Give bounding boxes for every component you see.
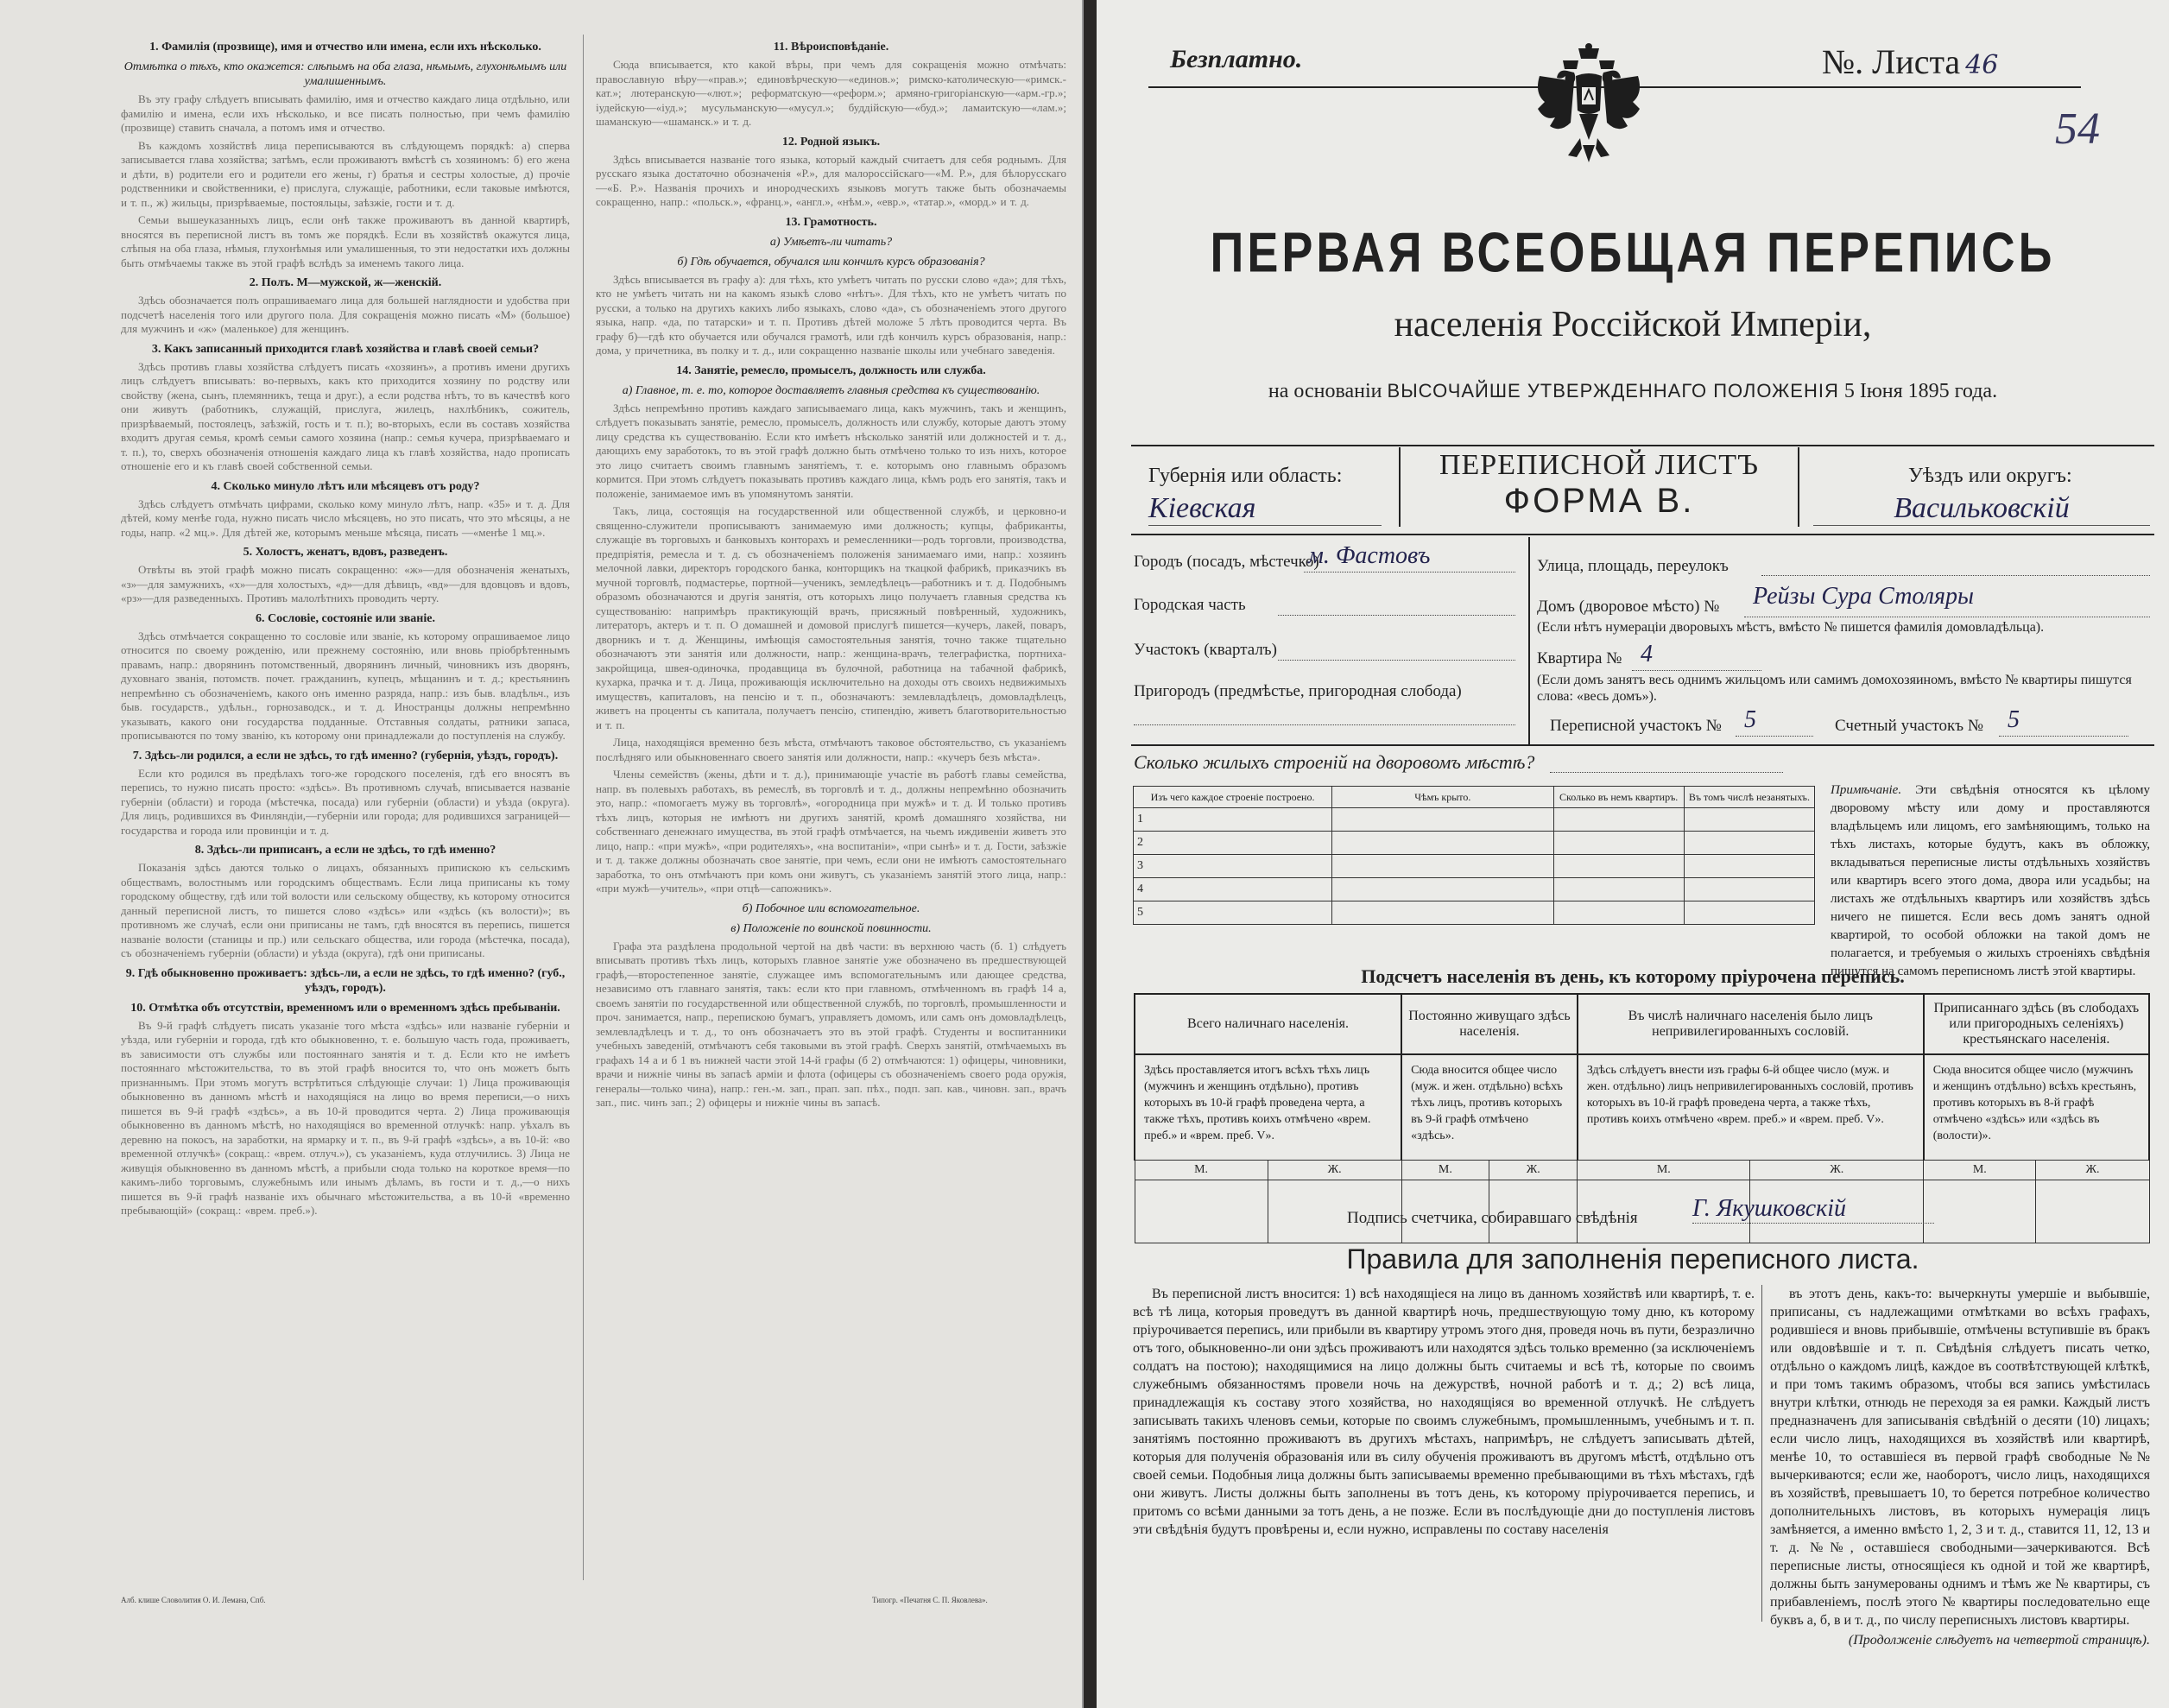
sheet-number-label: №. Листа: [1822, 42, 1961, 81]
instruction-text: Если кто родился въ предѣлахъ того-же городского поселенія, гдѣ его вносятъ въ перепись, то нужно писать просто: «здѣсь». Въ противномъ случаѣ, вписывается названіе губерніи (области) и города (мѣстечка, посада) или губерніи (области) и уѣзда (округа). Для лицъ, родившихся въ Финляндіи,—губерніи или города; для родившихся заграницей—государства и города или провинціи и т. д.: [121, 766, 570, 837]
instruction-text: Здѣсь слѣдуетъ отмѣчать цифрами, сколько кому минуло лѣтъ, напр. «35» и т. д. Для дѣтей, кому менѣе года, нужно писать число мѣсяцевъ, но это писать, что это мѣсяцы, а не годы, напр. «2 мц.». Для дѣтей же, которымъ меньше мѣсяца, писать —«менѣе 1 мц.».: [121, 497, 570, 539]
apartment-value: 4: [1641, 641, 1653, 667]
form-title: ПЕРЕПИСНОЙ ЛИСТЪ: [1439, 449, 1759, 481]
instruction-heading: 14. Занятіе, ремесло, промыселъ, должность или служба.: [676, 364, 986, 377]
instruction-text: Въ 9-й графѣ слѣдуетъ писать указаніе того мѣста «здѣсь» или названіе губерніи и уѣзда, или губерніи и города, гдѣ кто обыкновенно, т. е. большую часть года, проживаетъ, въ зависимости отъ службы или постояннаго занятія и т. д. Если кто не имѣетъ постояннаго мѣстожительства, то въ этой графѣ вносится то, что онъ можетъ быть признаннымъ. При этомъ могутъ встрѣтиться слѣдующіе случаи: 1) Лица проживающія обыкновенно въ данномъ мѣстѣ и находящіяся на лицо во время переписи,—о нихъ пишется въ 9-й графѣ «здѣсь», а въ 10-й проводится черта. 2) Лица проживающія обыкновенно въ данномъ мѣстѣ, но находящіяся во временной отлучкѣ: напр. уѣхалъ въ деревню на покосъ, на заработки, на ярмарку и т. п., въ 9-й графѣ «здѣсь», а въ 10-й: «во временной отлучкѣ» (сокращ.: «врем. отлуч.»), съ указаніемъ, куда отлучились. 3) Лица не живущія обыкновенно въ данномъ мѣстѣ, а прибыли сюда только на короткое время—по какимъ-либо торговымъ, служебнымъ или инымъ дѣламъ, въ гости и т. д.,—о нихъ пишется въ 9-й графѣ названіе ихъ обычнаго мѣстожительства, а въ 10-й «временно пребывающій» (сокращ.: «врем. преб.»).: [121, 1018, 570, 1217]
decree-suffix: 5 Іюня 1895 года.: [1843, 380, 1998, 402]
street-label: Улица, площадь, переулокъ: [1537, 557, 1729, 575]
roof-cell[interactable]: [1332, 901, 1553, 925]
district-label: Участокъ (кварталъ): [1134, 641, 1277, 659]
instruction-heading: 5. Холостъ, женатъ, вдовъ, разведенъ.: [243, 546, 448, 559]
male-label: М.: [1578, 1161, 1750, 1180]
uezd-label: Уѣздъ или округъ:: [1908, 465, 2072, 487]
female-count-cell[interactable]: [2036, 1180, 2149, 1243]
free-label: Безплатно.: [1170, 45, 1303, 73]
rules-continued: (Продолженіе слѣдуетъ на четвертой страницѣ).: [1848, 1633, 2150, 1648]
population-table: [1134, 993, 2150, 1243]
instruction-heading: 11. Вѣроисповѣданіе.: [773, 41, 889, 54]
primechanie-text: Эти свѣдѣнія относятся къ цѣлому дворовому мѣсту или дому и проставляются владѣльцемъ или лицомъ, его замѣняющимъ, только на тѣхъ листахъ, которые будутъ, какъ въ обложку, вкладываться переписные листы отдѣльныхъ хозяйствъ или квартиръ всего этого дома, двора или усадьбы; на листахъ же отдѣльныхъ квартиръ или хозяйствъ здѣсь ничего не пишется. Если весь домъ занятъ одной квартирой, то особой обложки на такой домъ не полагается, и требуемыя о жилыхъ строеніяхъ свѣдѣнія пишутся на самомъ переписномъ листѣ этой квартиры.: [1831, 783, 2150, 978]
instruction-text: Въ каждомъ хозяйствѣ лица переписываются въ слѣдующемъ порядкѣ: а) сперва записывается глава хозяйства; затѣмъ, если проживаютъ вмѣстѣ съ хозяиномъ: б) его жена и дѣти, в) родители его и родители его жены, г) братья и сестры холостые, д) прочіе родственники и свойственники, е) прислуга, служащіе, работники, если таковые имѣются, и т. п., ж) жильцы, призрѣваемые, постояльцы, заѣзжіе, гости и т. д.: [121, 138, 570, 209]
city-label: Городъ (посадъ, мѣстечко): [1134, 553, 1319, 571]
form-title-box: [1399, 447, 1799, 527]
table-row: [1134, 901, 1815, 925]
population-col-header: Всего наличнаго населенія.: [1135, 994, 1401, 1054]
sheet-number-value: 46: [1965, 50, 1999, 80]
census-district-label: Переписной участокъ №: [1550, 717, 1722, 735]
row-number[interactable]: 4: [1134, 878, 1332, 901]
left-page-footer: Типогр. «Печатня С. П. Яковлева».: [872, 1596, 988, 1604]
rules-text: Въ переписной листъ вносится: 1) всѣ находящіеся на лицо въ данномъ хозяйствѣ или квартирѣ, т. е. всѣ тѣ лица, которыя проведутъ въ данной квартирѣ ночь, предшествующую тому дню, къ которому пріурочивается перепись, или прибыли въ квартиру утромъ этого дня, проведя ночь въ пути, безразлично отъ того, обыкновенно-ли они здѣсь проживаютъ или находятся здѣсь только временно (за исключеніемъ солдатъ на постою); находящимися на лицо должны быть считаемы и всѣ тѣ, которые по своимъ служебнымъ обязанностямъ провели ночь на дежурствѣ, ночной работѣ и т. д.; 2) всѣ лица, принадлежащія къ составу этого хозяйства, но находящіяся во временной отлучкѣ. Не слѣдуетъ записывать такихъ членовъ семьи, которые по своимъ служебнымъ, промышленнымъ, учебнымъ и т. п. занятіямъ постоянно проживаютъ въ другихъ мѣстахъ, напримѣръ, не слѣдуетъ записывать дѣтей, которыя для полученія образованія или въ силу обученія проживаютъ въ другомъ мѣстѣ, отдѣльно отъ своей семьи. Подобныя лица должны быть записываемы временно пребывающими въ тѣхъ мѣстахъ, гдѣ они живутъ. Листы должны быть заполнены въ тотъ день, къ которому пріурочивается перепись, и притомъ со всѣми данными за тотъ день, а не позже. Если въ послѣдующіе дни до поступленія листовъ эти свѣдѣнія будутъ провѣрены и, если нужно, исправлены по составу населенія: [1133, 1287, 1755, 1537]
instruction-text: Лица, находящіяся временно безъ мѣста, отмѣчаютъ таковое обстоятельство, съ указаніемъ послѣдняго или обыкновеннаго своего занятія или должности, напр.: «кучеръ безъ мѣста».: [596, 736, 1066, 763]
instruction-subheading: Отмѣтка о тѣхъ, кто окажется: слѣпымъ на оба глаза, нѣмымъ, глухонѣмымъ или умалишеннымъ.: [123, 60, 567, 88]
apartment-label: Квартира №: [1537, 649, 1622, 667]
table-row: [1134, 808, 1815, 832]
instruction-text: Сюда вписывается, кто какой вѣры, при чемъ для сокращенія можно отмѣчать: православную вѣру—«прав.»; единовѣрческую—«единов.»; римско-католическую—«римск.-кат.»; лютеранскую—«лют.»; реформатскую—«реформ.»; армяно-григоріанскую—«арм.-гр.»; іудейскую—«іуд.»; мусульманскую—«мусул.»; буддійскую—«буд.»; ламаитскую—«лам.»; шаманскую—«шаманск.» и т. д.: [596, 58, 1066, 128]
row-number[interactable]: 5: [1134, 901, 1332, 925]
male-count-cell[interactable]: [1924, 1180, 2036, 1243]
primechanie-note: [1831, 781, 2150, 981]
primechanie-title: Примѣчаніе.: [1831, 783, 1902, 797]
population-col-header: Въ числѣ наличнаго населенія было лицъ непривилегированныхъ сословій.: [1578, 994, 1924, 1054]
rules-text: въ этотъ день, какъ-то: вычеркнуты умершіе и выбывшіе, приписаны, съ надлежащими отмѣтками во всѣхъ графахъ, родившіеся и вновь прибывшіе, отмѣчены вступившіе въ бракъ или овдовѣвшіе и т. п. Свѣдѣнія слѣдуетъ писать четко, отдѣльно о каждомъ лицѣ, каждое въ соотвѣтствующей клѣткѣ, и при томъ такимъ образомъ, чтобы вся запись умѣстилась внутри клѣтки, отнюдь не переходя за ея рамки. Каждый листъ предназначенъ для записыванія свѣдѣній о десяти (10) лицахъ; если число лицъ, находящихся въ хозяйствѣ или квартирѣ, менѣе 10, то оставшіеся въ первой графѣ свободные №№ вычеркиваются; если же, наоборотъ, число лицъ, находящихся въ хозяйствѣ, превышаетъ 10, то берется потребное количество дополнительныхъ листовъ, въ которыхъ нумерація лицъ замѣняется, а именно вмѣсто 1, 2, 3 и т. д., ставится 11, 12, 13 и т. д. №№, оставшіеся свободными—зачеркиваются. Всѣ переписные листы, относящіеся къ одной и той же квартирѣ, должны быть занумерованы однимъ и тѣмъ же № квартиры, съ прибавленіемъ, послѣ этого № квартиры последовательно еще буквъ а, б, в и т. д., по числу переписныхъ листовъ квартиры.: [1770, 1287, 2150, 1628]
instruction-text: Здѣсь обозначается полъ опрашиваемаго лица для большей наглядности и удобства при подсчетѣ населенія того или другого пола. Для сокращенія можно писать «М» (большое) для мужчинъ и «ж» (маленькое) для женщинъ.: [121, 294, 570, 335]
signature-field[interactable]: Г. Якушковскій: [1692, 1195, 1934, 1224]
uezd-field[interactable]: Васильковскій: [1813, 492, 2150, 526]
instruction-text: Здѣсь вписывается названіе того языка, который каждый считаетъ для себя роднымъ. Для русскаго языка достаточно обозначенія «Р.», для малороссійскаго—«М. Р.», для бѣлорусскаго—«Б. Р.». Названія прочихъ и инородческихъ языковъ могутъ также быть обозначаемы сокращенно, напр.: «польск.», «франц.», «англ.», «нѣм.», «евр.», «татар.», «морд.» и т. д.: [596, 152, 1066, 208]
vacant-cell[interactable]: [1684, 855, 1814, 878]
apartments-cell[interactable]: [1553, 808, 1684, 832]
rules-column-2: [1770, 1285, 2150, 1649]
instruction-heading: 6. Сословіе, состояніе или званіе.: [256, 611, 435, 625]
instruction-heading: 9. Гдѣ обыкновенно проживаетъ: здѣсь-ли, а если не здѣсь, то гдѣ именно? (губ., уѣздъ, городъ).: [125, 966, 566, 995]
house-label: Домъ (дворовое мѣсто) №: [1537, 598, 1720, 616]
population-col-header: Приписаннаго здѣсь (въ слободахъ или пригородныхъ селеніяхъ) крестьянскаго населенія.: [1924, 994, 2149, 1054]
rules-divider: [1761, 1285, 1762, 1622]
house-value: Рейзы Сура Столяры: [1753, 583, 1974, 610]
decree-prefix: на основаніи: [1268, 380, 1382, 402]
imperial-eagle-emblem: [1533, 41, 1645, 171]
instruction-heading: 4. Сколько минуло лѣтъ или мѣсяцевъ отъ роду?: [211, 479, 480, 493]
province-label: Губернія или область:: [1148, 465, 1343, 487]
buildings-table: [1133, 786, 1815, 925]
sheet-number: [1822, 41, 1998, 82]
population-description: Сюда вносится общее число (муж. и жен. отдѣльно) всѣхъ тѣхъ лицъ, противъ которыхъ въ 9-й графѣ отмѣчено «здѣсь».: [1401, 1054, 1578, 1161]
instructions-column-1: [121, 35, 570, 1222]
instruction-heading: 2. Полъ. М—мужской, ж—женскій.: [249, 276, 442, 289]
apartment-note: (Если домъ занятъ весь однимъ жильцомъ или самимъ домохозяиномъ, вмѣсто № квартиры пишутся слова: «весь домъ»).: [1537, 673, 2132, 704]
vacant-cell[interactable]: [1684, 808, 1814, 832]
roof-cell[interactable]: [1332, 855, 1553, 878]
row-number[interactable]: 3: [1134, 855, 1332, 878]
apartments-cell[interactable]: [1553, 855, 1684, 878]
vacant-cell[interactable]: [1684, 901, 1814, 925]
apartments-cell[interactable]: [1553, 901, 1684, 925]
buildings-count-field[interactable]: [1550, 751, 1783, 773]
roof-cell[interactable]: [1332, 808, 1553, 832]
female-label: Ж.: [2036, 1161, 2149, 1180]
female-label: Ж.: [1489, 1161, 1578, 1180]
male-label: М.: [1135, 1161, 1268, 1180]
instruction-heading: 7. Здѣсь-ли родился, а если не здѣсь, то гдѣ именно? (губернія, уѣздъ, городъ).: [132, 749, 559, 762]
instructions-column-2: [596, 35, 1066, 1114]
district-field[interactable]: [1278, 639, 1515, 661]
female-label: Ж.: [1750, 1161, 1924, 1180]
vacant-cell[interactable]: [1684, 832, 1814, 855]
male-label: М.: [1924, 1161, 2036, 1180]
census-district-value: 5: [1744, 706, 1756, 733]
vacant-cell[interactable]: [1684, 878, 1814, 901]
signature-label: Подпись счетчика, собиравшаго свѣдѣнія: [1347, 1209, 1638, 1227]
city-part-label: Городская часть: [1134, 596, 1246, 614]
rules-column-1: [1133, 1285, 1755, 1539]
rules-title: Правила для заполненія переписного листа.: [1346, 1243, 1919, 1275]
pencil-annotation: 54: [2055, 104, 2100, 154]
instruction-text: Семьи вышеуказанныхъ лицъ, если онѣ также проживаютъ въ данной квартирѣ, вносятся въ переписной листъ въ томъ же порядкѣ. Если въ хозяйствѣ окажутся лица, слѣпыя на оба глаза, нѣмыя, глухонѣмыя или умалишенныя, то эти недостатки ихъ должны быть отмѣчаемы также въ этой графѣ вслѣдъ за именемъ такого лица.: [121, 213, 570, 269]
instruction-subheading: а) Умѣетъ-ли читать?: [769, 235, 893, 249]
male-label: М.: [1401, 1161, 1489, 1180]
instruction-subheading: б) Гдѣ обучается, обучался или кончилъ курсъ образованія?: [677, 255, 985, 269]
roof-cell[interactable]: [1332, 878, 1553, 901]
female-label: Ж.: [1268, 1161, 1401, 1180]
instruction-text: Отвѣты въ этой графѣ можно писать сокращенно: «ж»—для обозначенія женатыхъ, «з»—для замужнихъ, «х»—для холостыхъ, «д»—для дѣвицъ, «вд»—для вдовцовъ и вдовъ, «рз»—для разведенныхъ. Противъ малолѣтнихъ проводить черту.: [121, 563, 570, 604]
instructions-page: [0, 0, 1084, 1708]
decree-line: [1097, 380, 2169, 403]
suburb-field[interactable]: [1134, 704, 1515, 725]
instruction-text: Здѣсь отмѣчается сокращенно то сословіе или званіе, къ которому опрашиваемое лицо относится по своему рожденію, или прежнему состоянію, или вновь пріобрѣтеннымъ правамъ, напр.: дворянинъ потомственный, дворянинъ личный, чиновникъ изъ дворянъ, духовнаго званія, потомств. почет. гражданинъ, купецъ, мѣщанинъ и т. д.; крестьянинъ непремѣнно съ обозначеніемъ, какого онъ именно разряда, напр.: изъ быв. владѣльч., изъ быв. государств., удѣльн., горнозаводск., и т. д. Иностранцы должны непремѣнно указывать, какого они государства подданные. Отставныя солдаты, ратники запаса, прописываются по тому званію, къ которому они принадлежали до поступленія на службу.: [121, 629, 570, 742]
decree-caps: ВЫСОЧАЙШЕ УТВЕРЖДЕННАГО ПОЛОЖЕНІЯ: [1387, 380, 1839, 402]
instruction-heading: 3. Какъ записанный приходится главѣ хозяйства и главѣ своей семьи?: [151, 342, 540, 356]
male-count-cell[interactable]: [1135, 1180, 1268, 1243]
instruction-heading: 1. Фамилія (прозвище), имя и отчество или имена, если ихъ нѣсколько.: [149, 41, 541, 54]
form-header-rule: [1131, 534, 2154, 535]
instruction-text: Такъ, лица, состоящія на государственной или общественной службѣ, и церковно-и священно-служители прописываютъ занимаемую ими должность; купцы, фабриканты, служащіе въ торговыхъ и банковыхъ конторахъ и ремесленники—родъ торговли, производства, предпріятія, ремесла и т. д. съ обозначеніемъ положенія занимаемаго ими, напр.: хозяинъ мелочной лавки, директоръ городского банка, конторщикъ на ткацкой фабрикѣ, приказчикъ въ мучной торговлѣ, подмастерье, портной—ученикъ, земледѣлецъ—работникъ и т. д. Подобнымъ образомъ обозначаются и другія занятія, отъ которыхъ лицо получаетъ главныя средства къ существованію: напримѣръ практикующій врачъ, присяжный повѣренный, художникъ, литераторъ, актеръ и т. п. О домашней и домовой прислугѣ пишется—кучеръ, лакей, поваръ, дворникъ и т. д. Женщины, имѣющія самостоятельныя занятія, точно также тщательно обозначаютъ эти занятія или должности, напр.: женщина-врачъ, телеграфистка, портниха-закройщица, швея-одиночка, продавщица въ булочной, работница на табачной фабрикѣ, кухарка, прачка и т. д. Лица, проживающія исключительно на доходы отъ своихъ недвижимыхъ имуществъ, капиталовъ, на пенсію и т. п., обозначаютъ: землевладѣлецъ, домовладѣлецъ, живетъ на проценты съ капитала, получаетъ пенсію, стипендію, живетъ благотворительностью и т. п.: [596, 504, 1066, 731]
buildings-col-header: Чѣмъ крыто.: [1332, 787, 1553, 808]
counting-district-label: Счетный участокъ №: [1835, 717, 1983, 735]
roof-cell[interactable]: [1332, 832, 1553, 855]
table-row: [1134, 832, 1815, 855]
buildings-col-header: Въ томъ числѣ незанятыхъ.: [1684, 787, 1814, 808]
apartments-cell[interactable]: [1553, 878, 1684, 901]
instruction-heading: 12. Родной языкъ.: [781, 135, 881, 149]
table-row: [1134, 855, 1815, 878]
book-gutter: [1084, 0, 1097, 1708]
apartments-cell[interactable]: [1553, 832, 1684, 855]
population-title: Подсчетъ населенія въ день, къ которому пріурочена перепись.: [1361, 965, 1905, 987]
buildings-col-header: Изъ чего каждое строеніе построено.: [1134, 787, 1332, 808]
city-part-field[interactable]: [1278, 594, 1515, 616]
address-rule: [1131, 744, 2154, 746]
form-type: ФОРМА В.: [1503, 482, 1695, 520]
population-description: Здѣсь слѣдуетъ внести изъ графы 6-й общее число (муж. и жен. отдѣльно) лицъ непривилегированныхъ сословій, противъ которыхъ въ 10-й графѣ проведена черта, а также тѣхъ, противъ коихъ отмѣчено «врем. преб.» и «врем. преб. V».: [1578, 1054, 1924, 1161]
instruction-subheading: в) Положеніе по воинской повинности.: [730, 921, 932, 935]
left-page-footer: Алб. клише Словолития О. И. Лемана, Спб.: [121, 1596, 266, 1604]
city-value: м. Фастовъ: [1308, 542, 1431, 569]
instruction-subheading: б) Побочное или вспомогательное.: [742, 901, 920, 915]
census-subtitle: населенія Россійской Имперіи,: [1394, 305, 1872, 345]
counting-district-value: 5: [2008, 706, 2020, 733]
instruction-text: Здѣсь вписывается въ графу а): для тѣхъ, кто умѣетъ читать по русски слово «да»; для тѣхъ, кто не умѣетъ читать ни на какомъ языкѣ слово «нѣтъ». Для тѣхъ, кто не умѣетъ читать по русски, а только на другихъ какихъ либо языкахъ, слово «да», съ обозначеніемъ этого другого языка, напр. «да, по татарски» и т. п. Противъ дѣтей моложе 5 лѣтъ проводится черта. Въ графу б)—гдѣ кто обучается или обучался грамотѣ, или гдѣ кончилъ курсъ образованія, напр.: дома, у причетника, въ полку и т. д., или сокращенно названіе школы или учебнаго заведенія.: [596, 272, 1066, 357]
instruction-heading: 8. Здѣсь-ли приписанъ, а если не здѣсь, то гдѣ именно?: [194, 844, 496, 857]
table-row: [1134, 878, 1815, 901]
census-title: ПЕРВАЯ ВСЕОБЩАЯ ПЕРЕПИСЬ: [1210, 222, 2056, 284]
instruction-heading: 10. Отмѣтка объ отсутствіи, временномъ или о временномъ здѣсь пребываніи.: [130, 1001, 560, 1015]
instruction-text: Члены семействъ (жены, дѣти и т. д.), принимающіе участіе въ работѣ главы семейства, напр. въ полевыхъ работахъ, въ ремеслѣ, въ торговлѣ и т. д., должны непремѣнно обозначить это, напр.: «помогаетъ мужу въ торговлѣ», «огородница при мужѣ» и т. д. И только противъ тѣхъ лицъ, которыя не имѣютъ ни другихъ занятій, кромѣ домашняго хозяйства, ни собственнаго денежнаго имущества, въ этой графѣ отмѣчается, на чьемъ иждивеніи живетъ это лицо, напр.: «при мужѣ», «при родителяхъ», «на воспитаніи», «при сынѣ» и т. д. Гости, заѣзжіе и т. д. также должны обозначать свое занятіе, при чемъ, если они не имѣютъ самостоятельнаго заработка, то онъ отмѣчаютъ при комъ они живутъ, съ указаніемъ занятій этого лица, напр.: «при мужѣ—учитель», «при отцѣ—сапожникъ».: [596, 768, 1066, 895]
instruction-text: Показанія здѣсь даются только о лицахъ, обязанныхъ припискою къ сельскимъ обществамъ, волостнымъ или городскимъ обществамъ. Если лица приписаны къ тому городскому обществу, гдѣ или той волости или сельскому обществу, къ которому относится данный переписной листъ, то пишется слово «здѣсь» или «здѣсь (къ волости)»; въ противномъ же случаѣ, если они приписаны не тамъ, гдѣ вносятся въ перепись, пишется названіе волости (станицы и пр.) или сельскаго общества, или города (мѣстечка, посада), съ обозначеніемъ губерніи (области) и уѣзда (округа), гдѣ они приписаны.: [121, 861, 570, 959]
buildings-col-header: Сколько въ немъ квартиръ.: [1553, 787, 1684, 808]
instruction-text: Здѣсь непремѣнно противъ каждаго записываемаго лица, какъ мужчинъ, такъ и женщинъ, слѣдуетъ показывать занятіе, ремесло, промыселъ, должность или службу, которые даютъ этому лицу средства къ существованію. Если кто имѣетъ нѣсколько занятій или должностей и т. д., дающихъ ему заработокъ, то въ этой графѣ должно быть отмѣчено только то изъ нихъ, которое это лицо считаетъ своимъ главнымъ занятіемъ, т. е. которымъ оно главнымъ образомъ кормится. При этомъ слѣдуетъ показывать противъ каждаго лица, кѣмъ родъ его занятія, такъ и положеніе, занимаемое имъ въ упомянутомъ занятіи.: [596, 401, 1066, 500]
street-field[interactable]: [1761, 554, 2150, 576]
instruction-subheading: а) Главное, т. е. то, которое доставляетъ главныя средства къ существованію.: [622, 383, 1040, 397]
province-field[interactable]: Кіевская: [1148, 492, 1382, 526]
population-col-header: Постоянно живущаго здѣсь населенія.: [1401, 994, 1578, 1054]
suburb-label: Пригородъ (предмѣстье, пригородная слобода): [1134, 682, 1462, 700]
instruction-heading: 13. Грамотность.: [785, 215, 877, 229]
column-divider: [583, 35, 584, 1580]
house-note: (Если нѣтъ нумераціи дворовыхъ мѣстъ, вмѣсто № пишется фамилія домовладѣльца).: [1537, 620, 2045, 635]
row-number[interactable]: 2: [1134, 832, 1332, 855]
instruction-text: Здѣсь противъ главы хозяйства слѣдуетъ писать «хозяинъ», а противъ имени другихъ лицъ слѣдуетъ вписывать: во-первыхъ, какъ кто приходится хозяину по родству или свойству (жена, сынъ, племянникъ, теща и друг.), а если родства нѣтъ, то въ качествѣ кого они живутъ (работникъ, служащій, прислуга, жилецъ, нахлѣбникъ, сожитель, призрѣваемый, постоялецъ, заѣзжій, гость и т. п.); во-вторыхъ, если въ составъ хозяйства входитъ другая семья, кромѣ семьи самого хозяина (напр.: семья кучера, призрѣваемаго и т. п.), то, сверхъ обозначенія отношенія каждаго лица къ главѣ хозяйства, надо прописать отношеніе его и къ главѣ своей собственной семьи.: [121, 359, 570, 472]
population-description: Здѣсь проставляется итогъ всѣхъ тѣхъ лицъ (мужчинъ и женщинъ отдѣльно), противъ которыхъ въ 10-й графѣ проведена черта, а также тѣхъ, противъ коихъ отмѣчено «врем. преб.» и «врем. преб. V».: [1135, 1054, 1401, 1161]
address-divider: [1528, 537, 1530, 744]
instruction-text: Графа эта раздѣлена продольной чертой на двѣ части: въ верхнюю часть (б. 1) слѣдуетъ вписывать противъ тѣхъ лицъ, которыхъ главное занятіе уже обозначено въ предшествующей графѣ,—второстепенное занятіе, служащее имъ вспомогательнымъ или дающее средства, независимо отъ главнаго занятія, такъ: если кто при главномъ, отмѣченномъ въ графѣ 14 а, своемъ занятіи по государственной или общественной службѣ, по торговлѣ, промышленности и проч. занимается, напр., перепискою бумагъ, управляетъ домомъ, или самъ онъ домовладѣлецъ, землевладѣлецъ и т. д., то онъ обозначаетъ это въ этой графѣ. Студенты и воспитанники учебныхъ заведеній, отмѣчаютъ себя таковыми въ этой графѣ. Сверхъ занятій, отмѣчаемыхъ въ графахъ 14 а и б 1 въ нижней части этой 14-й графы (б 2) отмѣчаются: 1) офицеры, чиновники, врачи и нижніе чины въ запасѣ арміи и флота (офицеры съ обозначеніемъ своего рода оружія, генералы—только чина), напр.: ген.-м. зап., прап. зап. пѣх., подп. зап. кав., чиновн. зап., врачъ зап., пис. чинъ зап.; 2) офицеры и нижніе чины въ запасѣ.: [596, 939, 1066, 1109]
instruction-text: Въ эту графу слѣдуетъ вписывать фамилію, имя и отчество каждаго лица отдѣльно, или фамилію и имена, если ихъ нѣсколько, и все писать полностью, при чемъ фамилію (прозвище) ставить сначала, а потомъ имя и отчество.: [121, 92, 570, 134]
buildings-question: Сколько жилыхъ строеній на дворовомъ мѣстѣ?: [1134, 751, 1535, 773]
row-number[interactable]: 1: [1134, 808, 1332, 832]
population-description: Сюда вносится общее число (мужчинъ и женщинъ отдѣльно) всѣхъ крестьянъ, противъ которыхъ въ 8-й графѣ отмѣчено «здѣсь» или «здѣсь въ (волости)».: [1924, 1054, 2149, 1161]
